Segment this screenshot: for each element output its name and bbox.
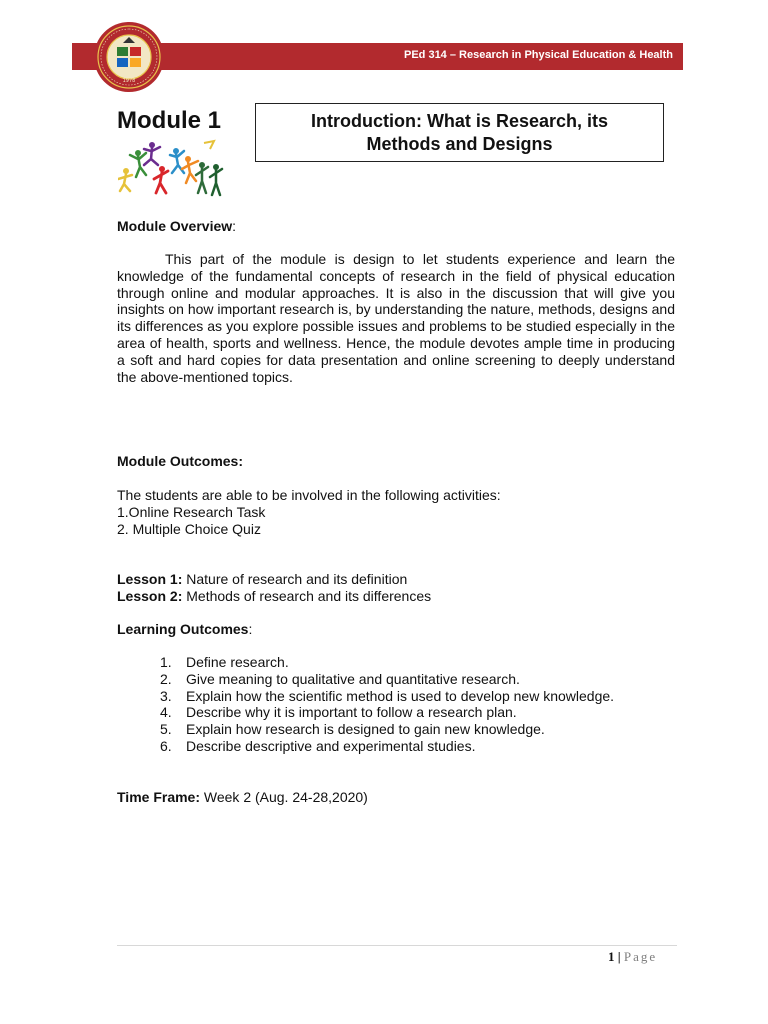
athlete-figure-4: [154, 166, 168, 193]
module-title-box: [255, 103, 664, 162]
athlete-figure-8: [210, 164, 222, 195]
page-number: 1 | Page: [608, 949, 658, 964]
footer-divider: [117, 945, 677, 946]
list-item: 5. Explain how research is designed to gain new knowledge.: [160, 721, 545, 738]
svg-text:1978: 1978: [122, 78, 136, 84]
list-item: 1. Define research.: [160, 654, 289, 670]
athlete-figure-7: [196, 162, 208, 193]
athlete-figure-6: [182, 156, 198, 183]
lesson-2: Lesson 2: Methods of research and its differences: [117, 588, 432, 604]
lesson-1: Lesson 1: Nature of research and its definition: [117, 571, 408, 587]
outcomes-intro: The students are able to be involved in the following activities:: [117, 487, 501, 503]
racket-stroke: [204, 141, 214, 149]
sports-figures-illustration: [118, 139, 226, 197]
module-title: Introduction: What is Research, its Methods and Designs: [310, 110, 609, 154]
athlete-figure-2: [130, 150, 146, 177]
university-seal-icon: [93, 21, 165, 93]
course-title: PEd 314 – Research in Physical Education & Health: [404, 49, 673, 61]
activity-item: 1.Online Research Task: [117, 504, 266, 520]
module-label: Module 1: [117, 107, 222, 134]
list-item: 3. Explain how the scientific method is used to develop new knowledge.: [160, 687, 615, 704]
list-item: 4. Describe why it is important to follow a research plan.: [160, 704, 517, 721]
module-overview-text: This part of the module is design to let students experience and learn the knowledge of the fundamental concepts of research in the field of physical education through online and modular approaches. It is also in the discussion that will give you insights on how important research is, by understanding the nature, methods, designs and its differences as you explore possible issues and problems to be studied especially in the area of health, sports and wellness. Hence, the module devotes ample time in producing a soft and hard copies for data presentation and online screening to deeply understand the above-mentioned topics.: [117, 251, 675, 385]
list-item: 2. Give meaning to qualitative and quantitative research.: [160, 670, 520, 687]
time-frame: Time Frame: Week 2 (Aug. 24-28,2020): [117, 789, 368, 805]
module-overview-heading: Module Overview:: [117, 218, 237, 234]
learning-outcomes-list: [160, 654, 614, 755]
module-outcomes-heading: Module Outcomes:: [117, 453, 244, 469]
athlete-figure-1: [118, 168, 132, 191]
activity-item: 2. Multiple Choice Quiz: [117, 521, 261, 537]
learning-outcomes-heading: Learning Outcomes:: [117, 621, 253, 637]
list-item: 6. Describe descriptive and experimental studies.: [160, 737, 476, 754]
